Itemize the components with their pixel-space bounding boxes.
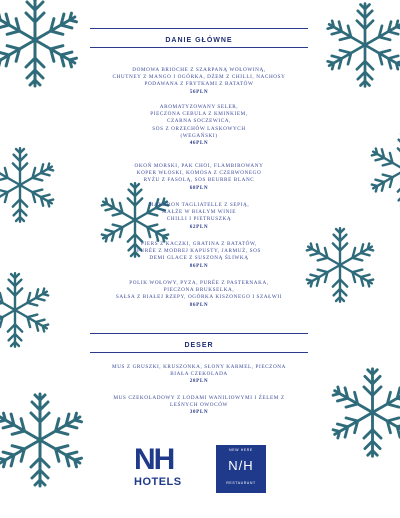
menu-item: [90, 104, 308, 147]
menu-item-description: DOMOWA BRIOCHE Z SZARPANĄ WOŁOWINĄ, CHUTNEY Z MANGO I OGÓRKA, DŻEM Z CHILLI, NACHOSY PODAWANA Z FRYTKAMI Z BATATÓW: [112, 67, 286, 88]
menu-item: [90, 395, 308, 417]
menu-item: [90, 163, 308, 192]
snowflake-icon: [0, 0, 85, 90]
menu-item-price: 86PLN: [189, 301, 209, 308]
nh-hotels-logo: [134, 445, 194, 495]
logo-box-top-text: NEW HERE: [229, 448, 253, 452]
menu-item-price: 28PLN: [189, 378, 209, 385]
menu-item: [90, 241, 308, 270]
section-title: DESER: [184, 342, 214, 349]
menu-item: [90, 364, 308, 386]
section-title: DANIE GŁÓWNE: [165, 37, 233, 44]
snowflake-icon: [0, 270, 55, 350]
menu-item-description: MUS Z GRUSZKI, KRUSZONKA, SŁONY KARMEL, PIECZONA BIAŁA CZEKOLADA: [111, 364, 286, 378]
snowflake-icon: [320, 0, 400, 90]
snowflake-icon: [0, 390, 90, 490]
menu-item-description: MAKARON TAGLIATELLE Z SEPIĄ, MAŁŻE W BIAŁYM WINIE CHILLI I PIETRUSZKĄ: [148, 202, 250, 223]
logo-box-bottom-text: RESTAURANT: [226, 481, 256, 485]
menu-item-description: POLIK WOŁOWY, PYZA, PURÉE Z PASTERNAKA, PIECZONA BRUKSELKA, SAŁSA Z BIAŁEJ RZEPY, OGÓRKA KISZONEGO I SZAŁWII: [115, 280, 283, 301]
nh-logo-mark: NH: [134, 443, 174, 476]
snowflake-icon: [300, 225, 380, 305]
logo-box-mark: N/H: [228, 458, 254, 473]
menu-item: [90, 202, 308, 231]
menu-item-price: 46PLN: [189, 140, 209, 147]
nh-restaurant-logo: [216, 445, 266, 493]
menu-item: [90, 67, 308, 96]
main-course-header: [90, 28, 308, 48]
menu-item-price: 56PLN: [189, 88, 209, 95]
menu-item-description: AROMATYZOWANY SELER, PIECZONA CEBULA Z KMINKIEM, CZARNA SOCZEWICA, SOS Z ORZECHÓW LASKOWYCH (WEGAŃSKI): [150, 104, 248, 139]
nh-logo-text: HOTELS: [134, 476, 182, 488]
snowflake-icon: [325, 365, 400, 460]
menu-item-description: MUS CZEKOLADOWY Z LODAMI WANILIOWYMI I ŻELEM Z LEŚNYCH OWOCÓW: [113, 395, 285, 409]
menu-item-description: PIERŚ Z KACZKI, GRATINA Z BATATÓW, PURÉE Z MODREJ KAPUSTY, JARMUŻ, SOS DEMI GLACE Z SUSZONĄ ŚLIWKĄ: [137, 241, 261, 262]
menu-item-price: 86PLN: [189, 262, 209, 269]
snowflake-icon: [365, 130, 400, 210]
snowflake-icon: [0, 145, 60, 225]
menu-item-price: 68PLN: [189, 184, 209, 191]
menu-item-price: 62PLN: [189, 223, 209, 230]
dessert-header: [90, 333, 308, 353]
menu-item: [90, 280, 308, 309]
menu-item-description: OKOŃ MORSKI, PAK CHOI, FLAMBIROWANY KOPER WŁOSKI, KOMOSA Z CZERWONEGO RYŻU Z FASOLĄ, SOS BEURRE BLANC: [134, 163, 264, 184]
menu-item-price: 30PLN: [189, 409, 209, 416]
